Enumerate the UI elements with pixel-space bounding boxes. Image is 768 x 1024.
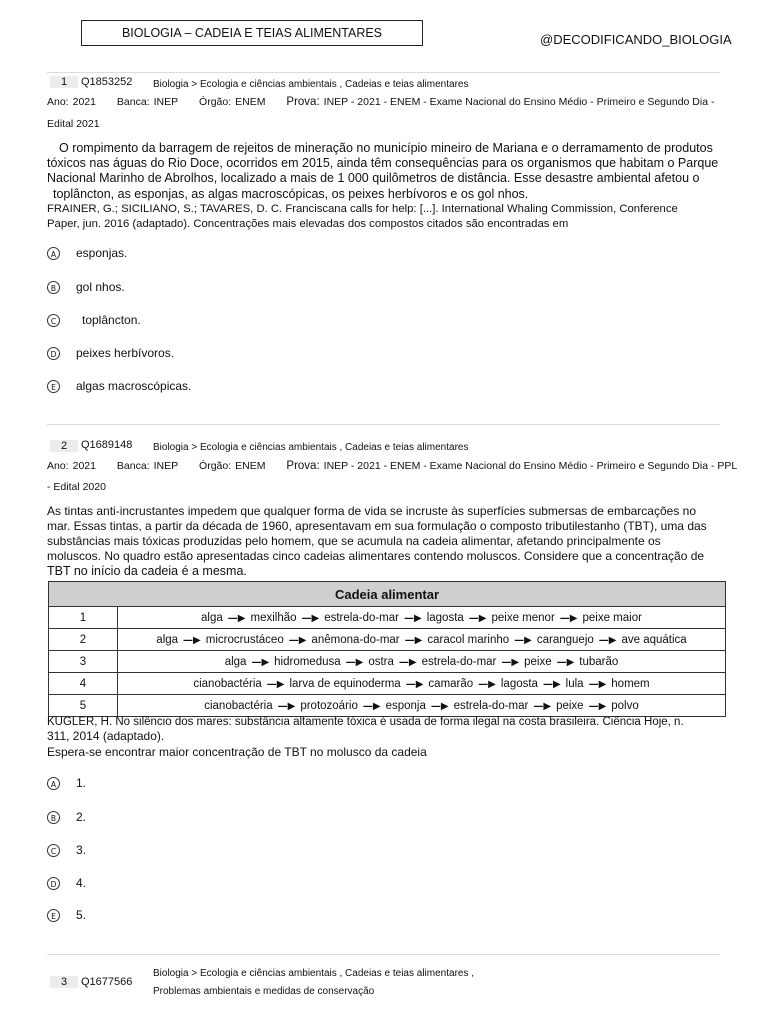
text-line: mar. Essas tintas, a partir da década de 1960, apresentavam em sua formulação o composto tributilestanho (TBT), uma das bbox=[47, 519, 707, 533]
food-chain-table bbox=[48, 581, 726, 717]
table-header: Cadeia alimentar bbox=[49, 582, 726, 607]
arrow-icon: —▶ bbox=[598, 634, 617, 646]
source-line: KUGLER, H. No silêncio dos mares: substância altamente tóxica é usada de forma ilegal na costa brasileira. Ciência Hoje, n. bbox=[47, 716, 684, 728]
text-line: tóxicos nas águas do Rio Doce, ocorridos em 2015, ainda têm consequências para os organismos que habitam o Parque bbox=[47, 156, 719, 171]
divider bbox=[47, 954, 720, 955]
option-text: 3. bbox=[76, 843, 87, 857]
table-row bbox=[49, 695, 726, 717]
meta-prova-label: Prova: bbox=[286, 460, 320, 472]
meta-banca: INEP bbox=[153, 460, 179, 472]
organism: mexilhão bbox=[250, 611, 297, 624]
question-prompt: Espera-se encontrar maior concentração de TBT no molusco da cadeia bbox=[47, 745, 427, 759]
chain-cell bbox=[118, 607, 726, 629]
meta-banca-label: Banca: bbox=[116, 460, 150, 472]
meta-banca-label: Banca: bbox=[116, 96, 150, 108]
arrow-icon: —▶ bbox=[362, 700, 381, 712]
table-body bbox=[49, 607, 726, 717]
text-line: TBT no início da cadeia é a mesma. bbox=[47, 564, 247, 578]
option-letter: D bbox=[47, 877, 60, 890]
text-line: toplâncton, as esponjas, as algas macroscópicas, os peixes herbívoros e os gol nhos. bbox=[53, 186, 529, 201]
arrow-icon: —▶ bbox=[183, 634, 201, 646]
organism: ostra bbox=[368, 655, 394, 668]
arrow-icon: —▶ bbox=[405, 678, 424, 690]
arrow-icon: —▶ bbox=[345, 656, 364, 668]
text-line: Nacional Marinho de Abrolhos, localizado a mais de 1 000 quilômetros de distância. Esse desastre ambiental afetou o bbox=[47, 171, 700, 186]
arrow-icon: —▶ bbox=[404, 612, 422, 624]
organism: peixe menor bbox=[491, 611, 555, 624]
chain-cell bbox=[118, 651, 726, 673]
option-b[interactable] bbox=[47, 280, 125, 294]
source-text bbox=[47, 716, 727, 760]
arrow-icon: —▶ bbox=[478, 678, 496, 690]
arrow-icon: —▶ bbox=[227, 612, 246, 624]
organism: estrela-do-mar bbox=[324, 611, 399, 624]
organism: ave aquática bbox=[621, 633, 687, 646]
option-text: 2. bbox=[76, 810, 87, 824]
arrow-icon: —▶ bbox=[288, 634, 307, 646]
option-letter: B bbox=[47, 811, 60, 824]
text-line: FRAINER, G.; SICILIANO, S.; TAVARES, D. C. Franciscana calls for help: [...]. International Whaling Commission, Conference bbox=[47, 202, 678, 215]
meta-orgao: ENEM bbox=[235, 96, 266, 108]
arrow-icon: —▶ bbox=[251, 656, 270, 668]
option-c[interactable] bbox=[47, 843, 86, 857]
option-letter: A bbox=[47, 247, 60, 260]
table-row bbox=[49, 629, 726, 651]
question-number: 2 bbox=[50, 440, 78, 452]
organism: polvo bbox=[611, 699, 639, 712]
organism: alga bbox=[201, 611, 223, 624]
question-breadcrumb-cont[interactable]: Problemas ambientais e medidas de conservação bbox=[153, 986, 375, 997]
option-text: esponjas. bbox=[76, 246, 128, 260]
meta-ano: 2021 bbox=[72, 460, 96, 472]
organism: anêmona-do-mar bbox=[311, 633, 400, 646]
chain-cell bbox=[118, 695, 726, 717]
option-letter: E bbox=[47, 909, 60, 922]
organism: caracol marinho bbox=[427, 633, 510, 646]
table-row bbox=[49, 607, 726, 629]
chain-cell bbox=[118, 629, 726, 651]
question-meta bbox=[47, 96, 714, 108]
instagram-handle: @DECODIFICANDO_BIOLOGIA bbox=[540, 32, 732, 47]
chain-number: 4 bbox=[49, 673, 118, 695]
text-line: As tintas anti-incrustantes impedem que qualquer forma de vida se incruste às superfícies submersas de embarcações no bbox=[47, 504, 696, 518]
option-text: gol nhos. bbox=[76, 280, 125, 294]
question-breadcrumb[interactable]: Biologia > Ecologia e ciências ambientais , Cadeias e teias alimentares bbox=[153, 79, 469, 90]
page-title: BIOLOGIA – CADEIA E TEIAS ALIMENTARES bbox=[81, 20, 423, 46]
chain-number: 5 bbox=[49, 695, 118, 717]
organism: lula bbox=[565, 677, 584, 690]
meta-prova: INEP - 2021 - ENEM - Exame Nacional do Ensino Médio - Primeiro e Segundo Dia - PPL bbox=[323, 460, 738, 472]
arrow-icon: —▶ bbox=[588, 678, 607, 690]
organism: protozoário bbox=[300, 699, 358, 712]
table-row bbox=[49, 673, 726, 695]
question-number: 1 bbox=[50, 76, 78, 88]
question-text bbox=[47, 504, 722, 579]
question-breadcrumb[interactable]: Biologia > Ecologia e ciências ambientais , Cadeias e teias alimentares , bbox=[153, 968, 475, 979]
option-letter: C bbox=[47, 844, 60, 857]
option-e[interactable] bbox=[47, 908, 86, 922]
text-line: Paper, jun. 2016 (adaptado). Concentrações mais elevadas dos compostos citados são encontradas em bbox=[47, 218, 569, 231]
organism: homem bbox=[611, 677, 650, 690]
option-d[interactable] bbox=[47, 876, 86, 890]
meta-prova-cont: - Edital 2020 bbox=[47, 481, 106, 493]
table-row bbox=[49, 651, 726, 673]
meta-orgao-label: Órgão: bbox=[199, 96, 232, 108]
option-a[interactable] bbox=[47, 246, 127, 260]
option-text: peixes herbívoros. bbox=[76, 346, 175, 360]
meta-orgao: ENEM bbox=[235, 460, 266, 472]
option-letter: D bbox=[47, 347, 60, 360]
question-id[interactable]: Q1689148 bbox=[81, 439, 133, 451]
option-letter: E bbox=[47, 380, 60, 393]
meta-prova: INEP - 2021 - ENEM - Exame Nacional do Ensino Médio - Primeiro e Segundo Dia - bbox=[323, 96, 715, 108]
organism: caranguejo bbox=[536, 633, 594, 646]
arrow-icon: —▶ bbox=[514, 634, 532, 646]
text-line: substâncias mais tóxicas produzidas pelo homem, que se acumula na cadeia alimentar, afetando principalmente os bbox=[47, 534, 661, 548]
arrow-icon: —▶ bbox=[501, 656, 520, 668]
meta-prova-cont: Edital 2021 bbox=[47, 118, 100, 130]
option-c[interactable] bbox=[47, 313, 141, 327]
arrow-icon: —▶ bbox=[398, 656, 417, 668]
organism: tubarão bbox=[579, 655, 619, 668]
question-id[interactable]: Q1853252 bbox=[81, 76, 133, 88]
arrow-icon: —▶ bbox=[468, 612, 487, 624]
arrow-icon: —▶ bbox=[542, 678, 561, 690]
divider bbox=[47, 424, 720, 425]
option-b[interactable] bbox=[47, 810, 86, 824]
arrow-icon: —▶ bbox=[588, 700, 607, 712]
organism: lagosta bbox=[426, 611, 464, 624]
organism: estrela-do-mar bbox=[421, 655, 497, 668]
organism: hidromedusa bbox=[274, 655, 341, 668]
arrow-icon: —▶ bbox=[556, 656, 575, 668]
text-line: moluscos. No quadro estão apresentadas cinco cadeias alimentares contendo moluscos. Considere que a concentração de bbox=[47, 549, 705, 563]
option-d[interactable] bbox=[47, 346, 174, 360]
organism: cianobactéria bbox=[204, 699, 273, 712]
chain-number: 2 bbox=[49, 629, 118, 651]
option-text: 4. bbox=[76, 876, 87, 890]
chain-cell bbox=[118, 673, 726, 695]
organism: alga bbox=[156, 633, 179, 646]
option-letter: A bbox=[47, 777, 60, 790]
organism: cianobactéria bbox=[193, 677, 262, 690]
question-id[interactable]: Q1677566 bbox=[81, 976, 133, 988]
organism: esponja bbox=[385, 699, 426, 712]
organism: microcrustáceo bbox=[205, 633, 284, 646]
option-text: algas macroscópicas. bbox=[76, 379, 192, 393]
arrow-icon: —▶ bbox=[301, 612, 320, 624]
organism: alga bbox=[224, 655, 247, 668]
option-e[interactable] bbox=[47, 379, 191, 393]
option-letter: C bbox=[47, 314, 60, 327]
meta-ano-label: Ano: bbox=[47, 460, 69, 472]
option-text: toplâncton. bbox=[82, 313, 141, 327]
question-text bbox=[47, 141, 722, 232]
question-breadcrumb[interactable]: Biologia > Ecologia e ciências ambientais , Cadeias e teias alimentares bbox=[153, 442, 469, 453]
meta-banca: INEP bbox=[153, 96, 179, 108]
organism: peixe bbox=[524, 655, 552, 668]
divider bbox=[47, 72, 720, 73]
option-letter: B bbox=[47, 281, 60, 294]
question-number: 3 bbox=[50, 976, 78, 988]
chain-number: 3 bbox=[49, 651, 118, 673]
meta-ano: 2021 bbox=[72, 96, 96, 108]
source-line: 311, 2014 (adaptado). bbox=[47, 728, 165, 743]
option-text: 5. bbox=[76, 908, 87, 922]
arrow-icon: —▶ bbox=[559, 612, 578, 624]
chain-number: 1 bbox=[49, 607, 118, 629]
meta-ano-label: Ano: bbox=[47, 96, 69, 108]
question-meta bbox=[47, 460, 737, 472]
organism: peixe maior bbox=[582, 611, 642, 624]
arrow-icon: —▶ bbox=[430, 700, 449, 712]
organism: larva de equinoderma bbox=[289, 677, 401, 690]
arrow-icon: —▶ bbox=[266, 678, 285, 690]
organism: lagosta bbox=[500, 677, 538, 690]
arrow-icon: —▶ bbox=[277, 700, 296, 712]
arrow-icon: —▶ bbox=[404, 634, 423, 646]
option-text: 1. bbox=[76, 776, 87, 790]
text-line: O rompimento da barragem de rejeitos de mineração no município mineiro de Mariana e o derramamento de produtos bbox=[59, 141, 713, 155]
meta-prova-label: Prova: bbox=[286, 96, 320, 108]
organism: estrela-do-mar bbox=[453, 699, 529, 712]
organism: camarão bbox=[428, 677, 474, 690]
meta-orgao-label: Órgão: bbox=[199, 460, 232, 472]
arrow-icon: —▶ bbox=[533, 700, 552, 712]
option-a[interactable] bbox=[47, 776, 86, 790]
organism: peixe bbox=[556, 699, 584, 712]
